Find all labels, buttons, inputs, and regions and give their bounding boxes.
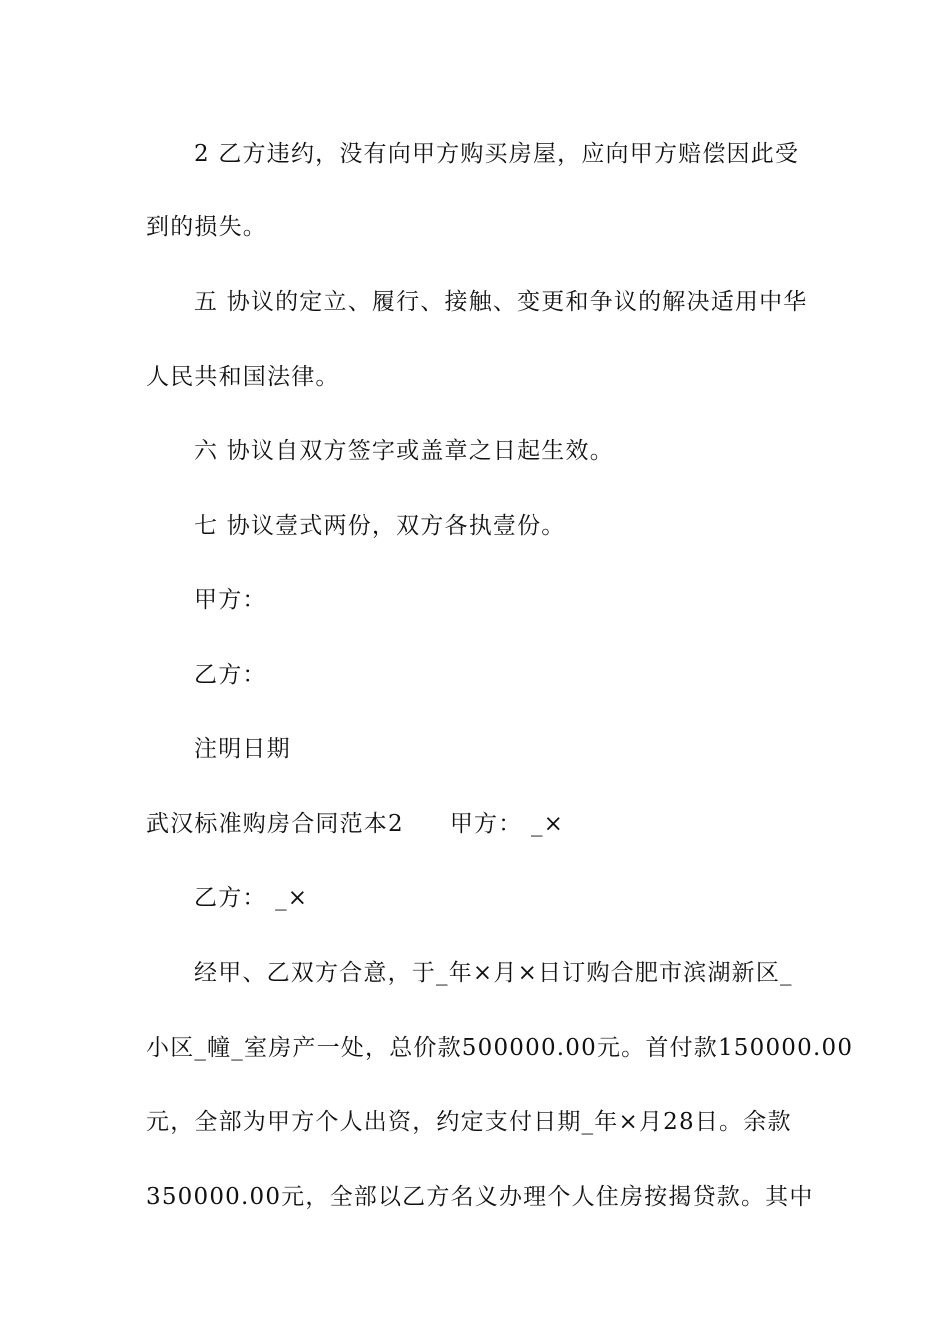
party-b-field: 乙方： _× xyxy=(194,885,309,911)
party-a-field: 甲方： _× xyxy=(449,811,565,837)
party-a-label: 甲方： xyxy=(194,587,267,613)
paragraph-line: 五 协议的定立、履行、接触、变更和争议的解决适用中华 xyxy=(194,289,808,315)
paragraph-line: 人民共和国法律。 xyxy=(146,364,340,390)
paragraph-line: 小区_幢_室房产一处，总价款500000.00元。首付款150000.00 xyxy=(146,1035,854,1061)
paragraph-line: 350000.00元，全部以乙方名义办理个人住房按揭贷款。其中 xyxy=(146,1184,814,1210)
section-title: 武汉标准购房合同范本2 xyxy=(146,811,404,837)
date-note: 注明日期 xyxy=(194,736,291,762)
paragraph-line: 2 乙方违约，没有向甲方购买房屋，应向甲方赔偿因此受 xyxy=(194,141,800,167)
paragraph-line: 到的损失。 xyxy=(146,214,267,240)
paragraph-line: 七 协议壹式两份，双方各执壹份。 xyxy=(194,513,566,539)
paragraph-line: 元，全部为甲方个人出资，约定支付日期_年×月28日。余款 xyxy=(146,1109,792,1135)
party-b-label: 乙方： xyxy=(194,662,267,688)
section-title-line xyxy=(146,809,808,839)
paragraph-line: 经甲、乙双方合意，于_年×月×日订购合肥市滨湖新区_ xyxy=(194,960,793,986)
paragraph-line: 六 协议自双方签字或盖章之日起生效。 xyxy=(194,438,614,464)
